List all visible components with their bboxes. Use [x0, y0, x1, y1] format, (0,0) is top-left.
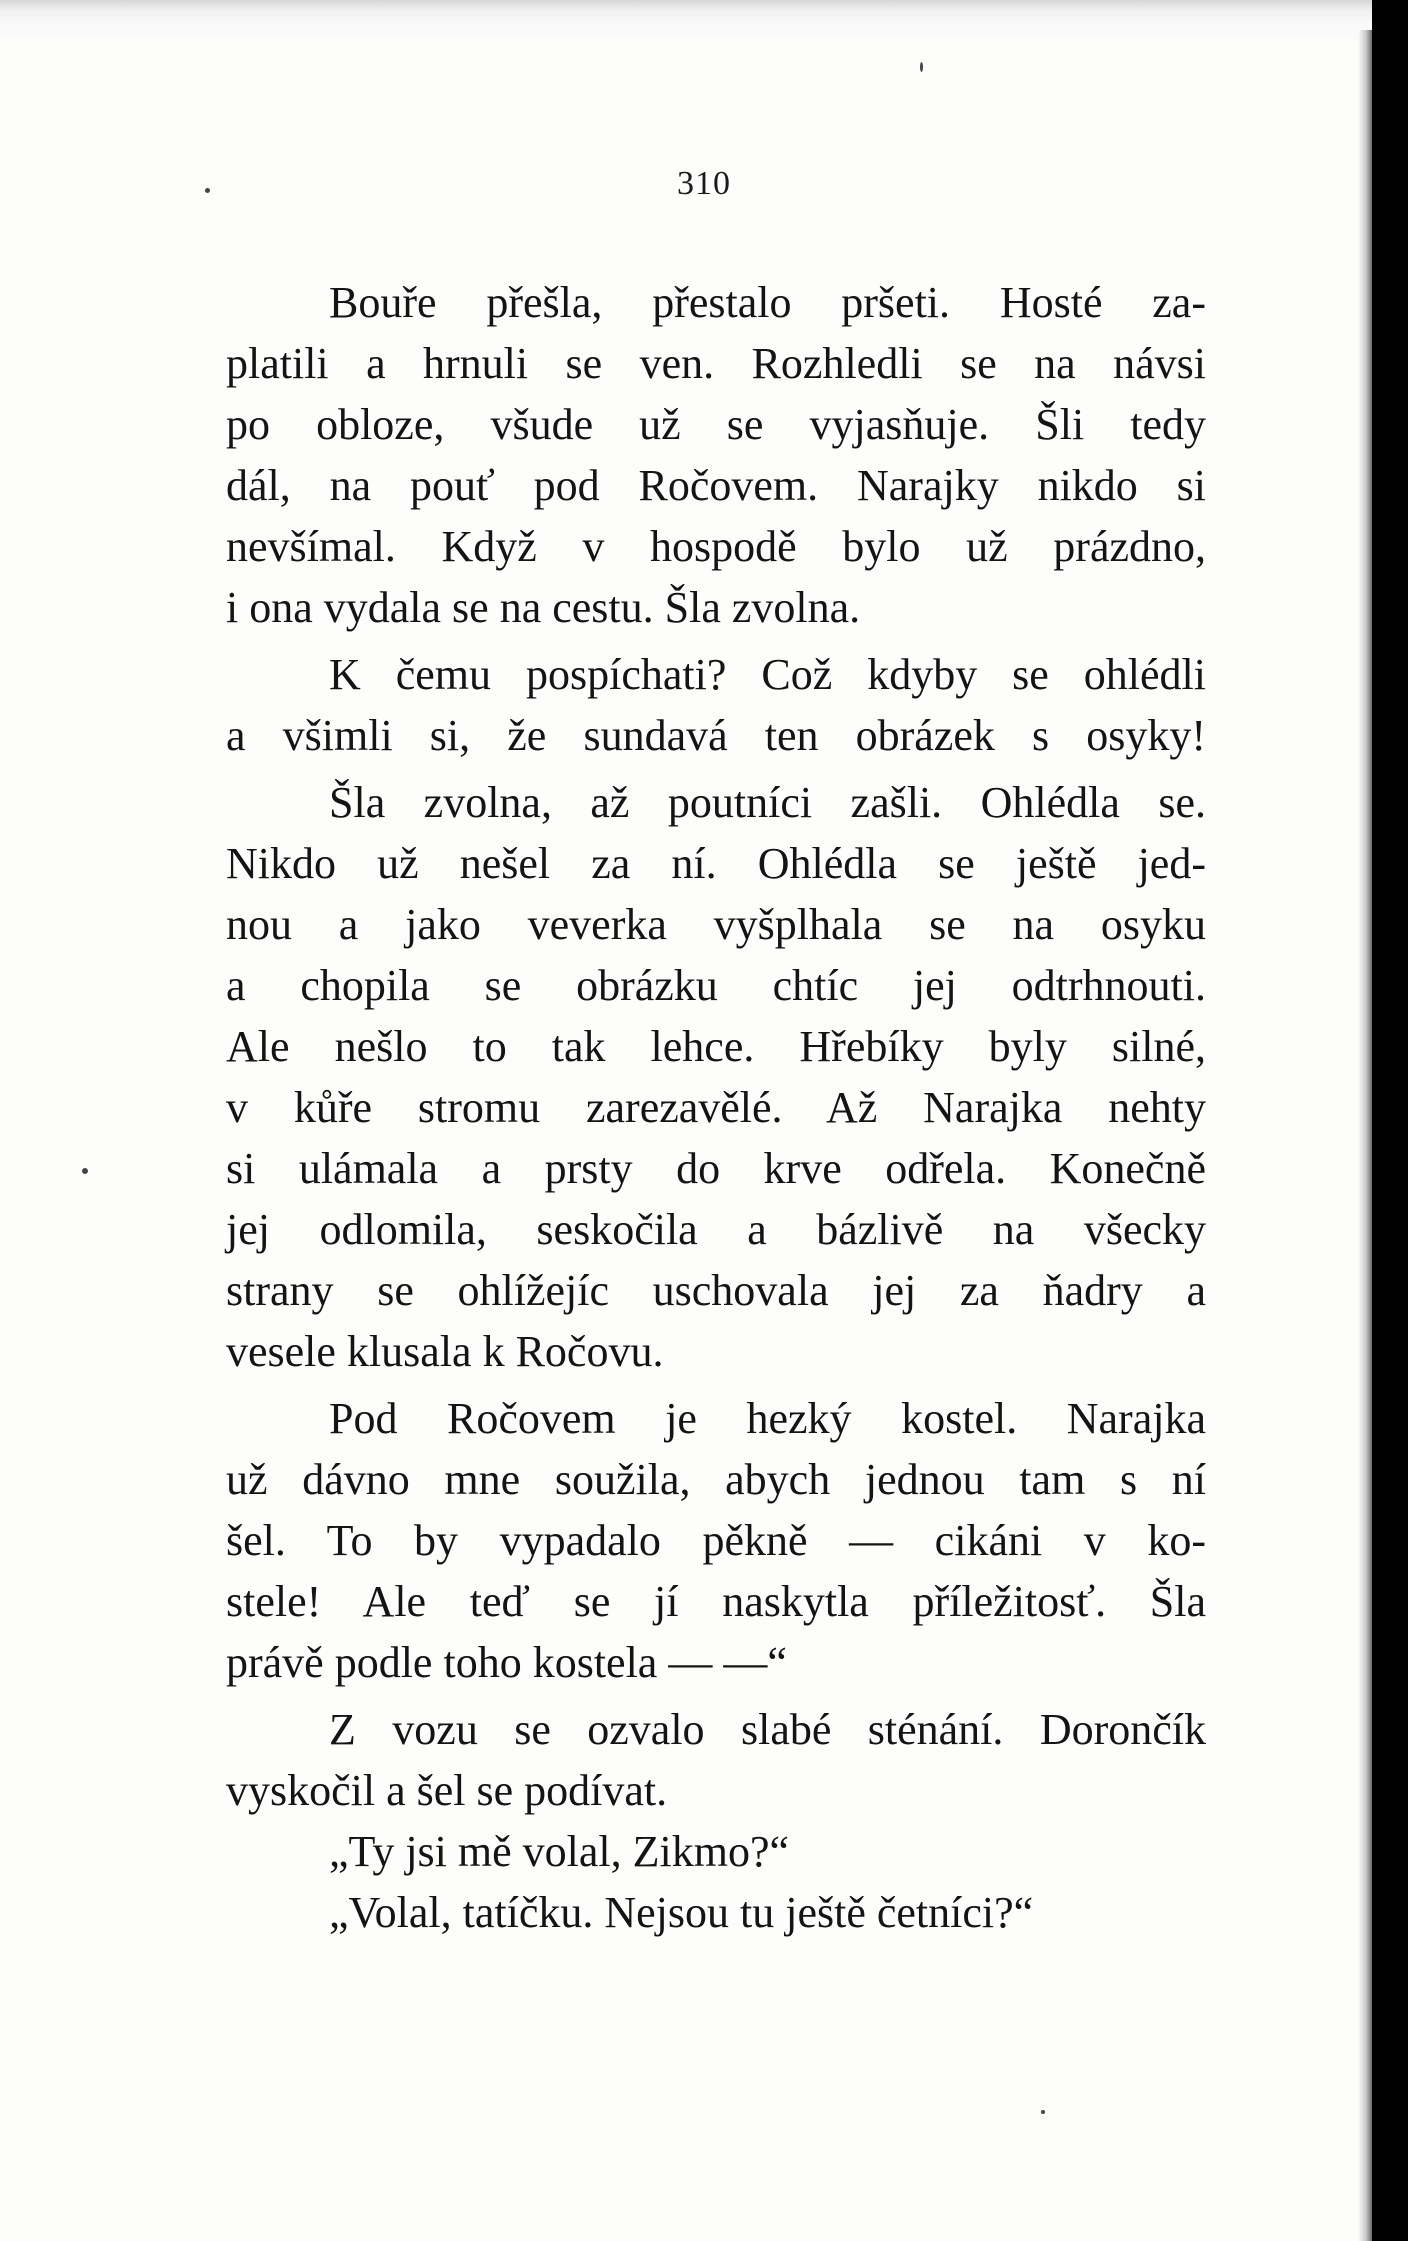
text-line: stele! Ale teď se jí naskytla příležitosť. Šla — [226, 1577, 1206, 1626]
dialogue-line: „Ty jsi mě volal, Zikmo?“ — [329, 1827, 790, 1876]
ink-speck — [920, 62, 923, 72]
text-line: Šla zvolna, až poutníci zašli. Ohlédla se. — [329, 778, 1206, 827]
text-line: jej odlomila, seskočila a bázlivě na všecky — [226, 1205, 1206, 1254]
text-line: Nikdo už nešel za ní. Ohlédla se ještě jed- — [226, 839, 1206, 888]
text-line: a všimli si, že sundavá ten obrázek s osyky! — [226, 711, 1206, 760]
page-top-edge — [0, 0, 1408, 46]
ink-speck — [82, 1168, 88, 1174]
text-line: nou a jako veverka vyšplhala se na osyku — [226, 900, 1206, 949]
text-line: a chopila se obrázku chtíc jej odtrhnouti. — [226, 961, 1206, 1010]
text-line: platili a hrnuli se ven. Rozhledli se na návsi — [226, 339, 1206, 388]
text-line: K čemu pospíchati? Což kdyby se ohlédli — [329, 650, 1206, 699]
text-line: právě podle toho kostela — —“ — [226, 1638, 787, 1687]
text-line: šel. To by vypadalo pěkně — cikáni v ko- — [226, 1516, 1206, 1565]
text-line: i ona vydala se na cestu. Šla zvolna. — [226, 583, 861, 632]
text-line: vyskočil a šel se podívat. — [226, 1766, 668, 1815]
text-line: dál, na pouť pod Ročovem. Narajky nikdo si — [226, 461, 1206, 510]
text-line: už dávno mne soužila, abych jednou tam s ní — [226, 1455, 1206, 1504]
page-right-border — [1372, 0, 1408, 2241]
text-line: Ale nešlo to tak lehce. Hřebíky byly silné, — [226, 1022, 1206, 1071]
dialogue-line: „Volal, tatíčku. Nejsou tu ještě četníci?“ — [329, 1888, 1034, 1937]
page-binding-shadow — [1358, 30, 1372, 2241]
text-line: vesele klusala k Ročovu. — [226, 1327, 664, 1376]
text-line: strany se ohlížejíc uschovala jej za ňadry a — [226, 1266, 1206, 1315]
ink-speck — [205, 188, 210, 193]
text-line: Z vozu se ozvalo slabé sténání. Dorončík — [329, 1705, 1206, 1754]
text-line: nevšímal. Když v hospodě bylo už prázdno, — [226, 522, 1206, 571]
page-number: 310 — [677, 165, 731, 202]
text-line: si ulámala a prsty do krve odřela. Konečně — [226, 1144, 1206, 1193]
ink-speck — [1041, 2110, 1045, 2114]
body-text — [226, 272, 1206, 1943]
text-line: po obloze, všude už se vyjasňuje. Šli tedy — [226, 400, 1206, 449]
text-line: v kůře stromu zarezavělé. Až Narajka nehty — [226, 1083, 1206, 1132]
text-line: Pod Ročovem je hezký kostel. Narajka — [329, 1394, 1206, 1443]
text-line: Bouře přešla, přestalo pršeti. Hosté za- — [329, 278, 1206, 327]
